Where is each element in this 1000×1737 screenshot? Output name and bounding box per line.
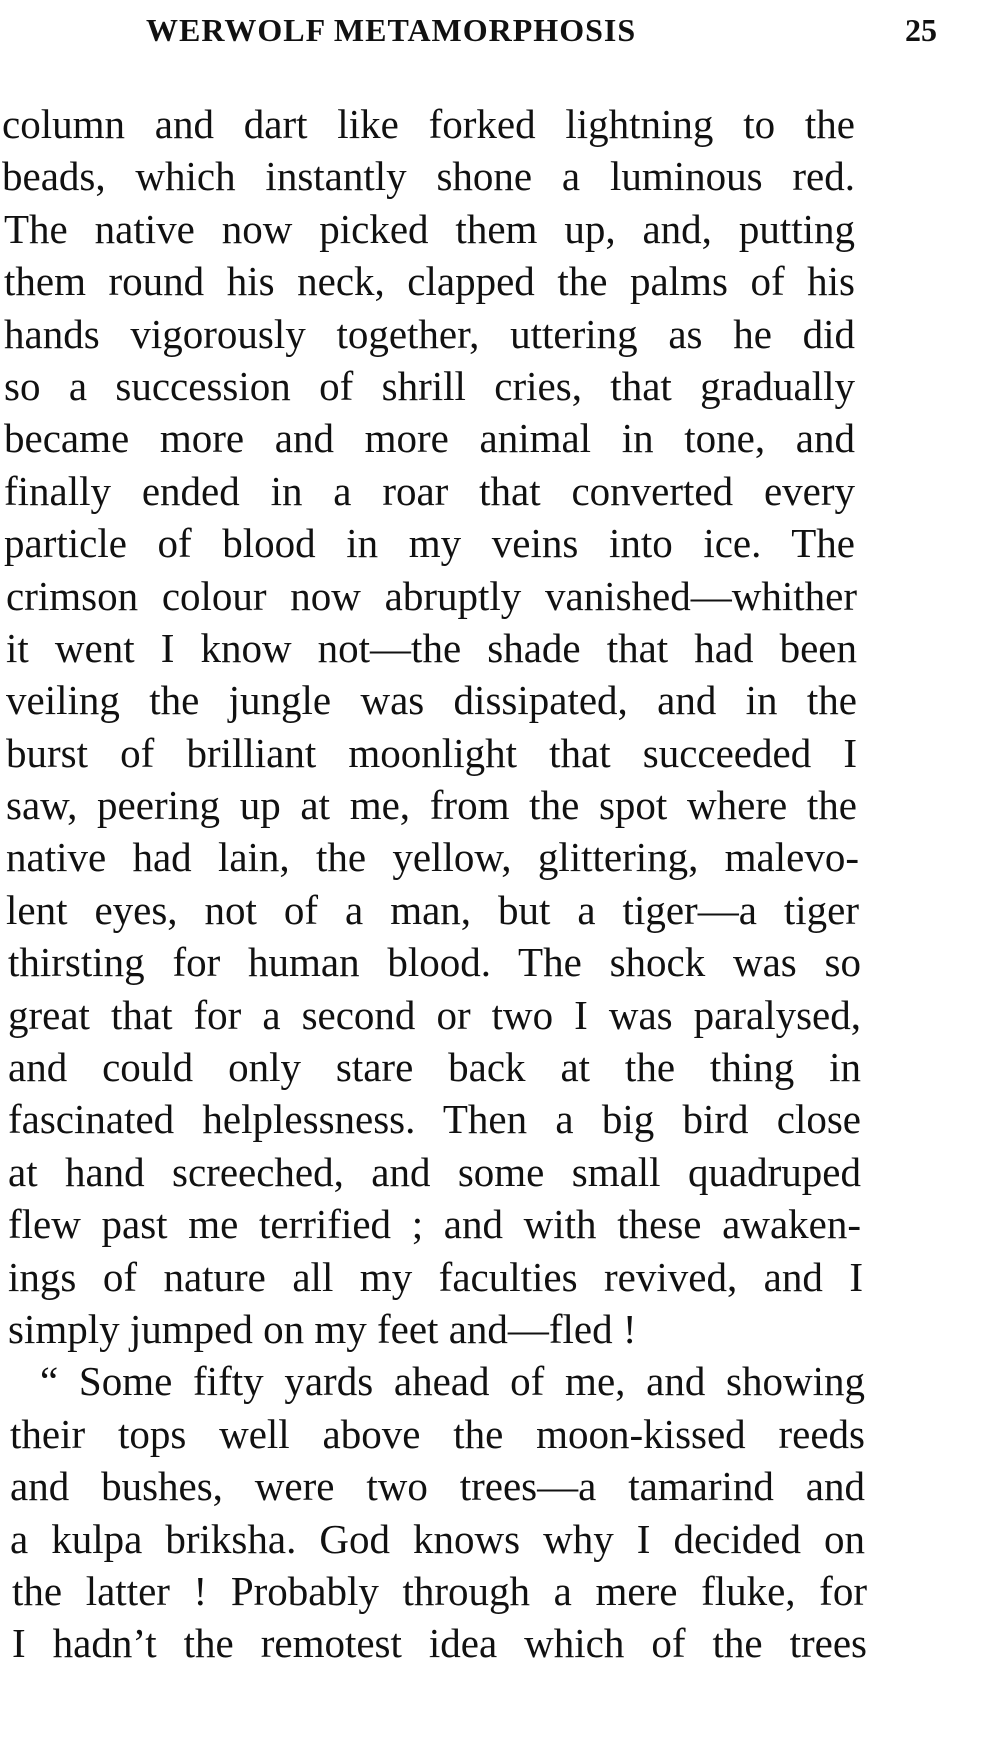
text-line: them round his neck, clapped the palms of his [4,258,855,305]
text-line: particle of blood in my veins into ice. The [4,520,855,567]
text-line: a kulpa briksha. God knows why I decided on [10,1515,865,1562]
text-line: ings of nature all my faculties revived, and I [8,1253,863,1300]
text-line: I hadn’t the remotest idea which of the trees [12,1620,867,1667]
text-line: hands vigorously together, uttering as he did [4,310,855,357]
text-line: burst of brilliant moonlight that succeeded I [6,729,857,776]
text-line: “ Some fifty yards ahead of me, and showing [40,1358,865,1405]
running-head: WERWOLF METAMORPHOSIS [146,12,637,48]
page-number: 25 [905,12,937,48]
text-line: flew past me terrified ; and with these awaken- [8,1201,861,1248]
text-line: finally ended in a roar that converted every [4,467,855,514]
text-line: great that for a second or two I was paralysed, [8,991,861,1038]
text-line: lent eyes, not of a man, but a tiger—a tiger [6,886,859,933]
text-line: fascinated helplessness. Then a big bird close [8,1096,861,1143]
text-line: it went I know not—the shade that had been [6,624,857,671]
text-line: and bushes, were two trees—a tamarind and [10,1463,865,1510]
text-line: native had lain, the yellow, glittering, malevo- [6,834,859,881]
text-line: thirsting for human blood. The shock was so [8,939,861,986]
text-line: beads, which instantly shone a luminous red. [2,153,855,200]
text-line: so a succession of shrill cries, that gradually [4,362,855,409]
text-line: their tops well above the moon-kissed reeds [10,1410,865,1457]
text-line: column and dart like forked lightning to the [2,101,855,147]
text-line: crimson colour now abruptly vanished—whither [6,572,857,619]
page-header [0,12,1000,60]
text-line: simply jumped on my feet and—fled ! [8,1305,637,1352]
text-line: at hand screeched, and some small quadruped [8,1148,861,1195]
text-line: and could only stare back at the thing in [8,1044,861,1091]
text-line: veiling the jungle was dissipated, and in the [6,677,857,724]
text-line: saw, peering up at me, from the spot where the [6,782,857,829]
text-line: The native now picked them up, and, putting [4,205,855,252]
text-line: became more and more animal in tone, and [4,415,855,462]
body-text [0,98,1000,1670]
text-line: the latter ! Probably through a mere fluke, for [12,1567,867,1614]
